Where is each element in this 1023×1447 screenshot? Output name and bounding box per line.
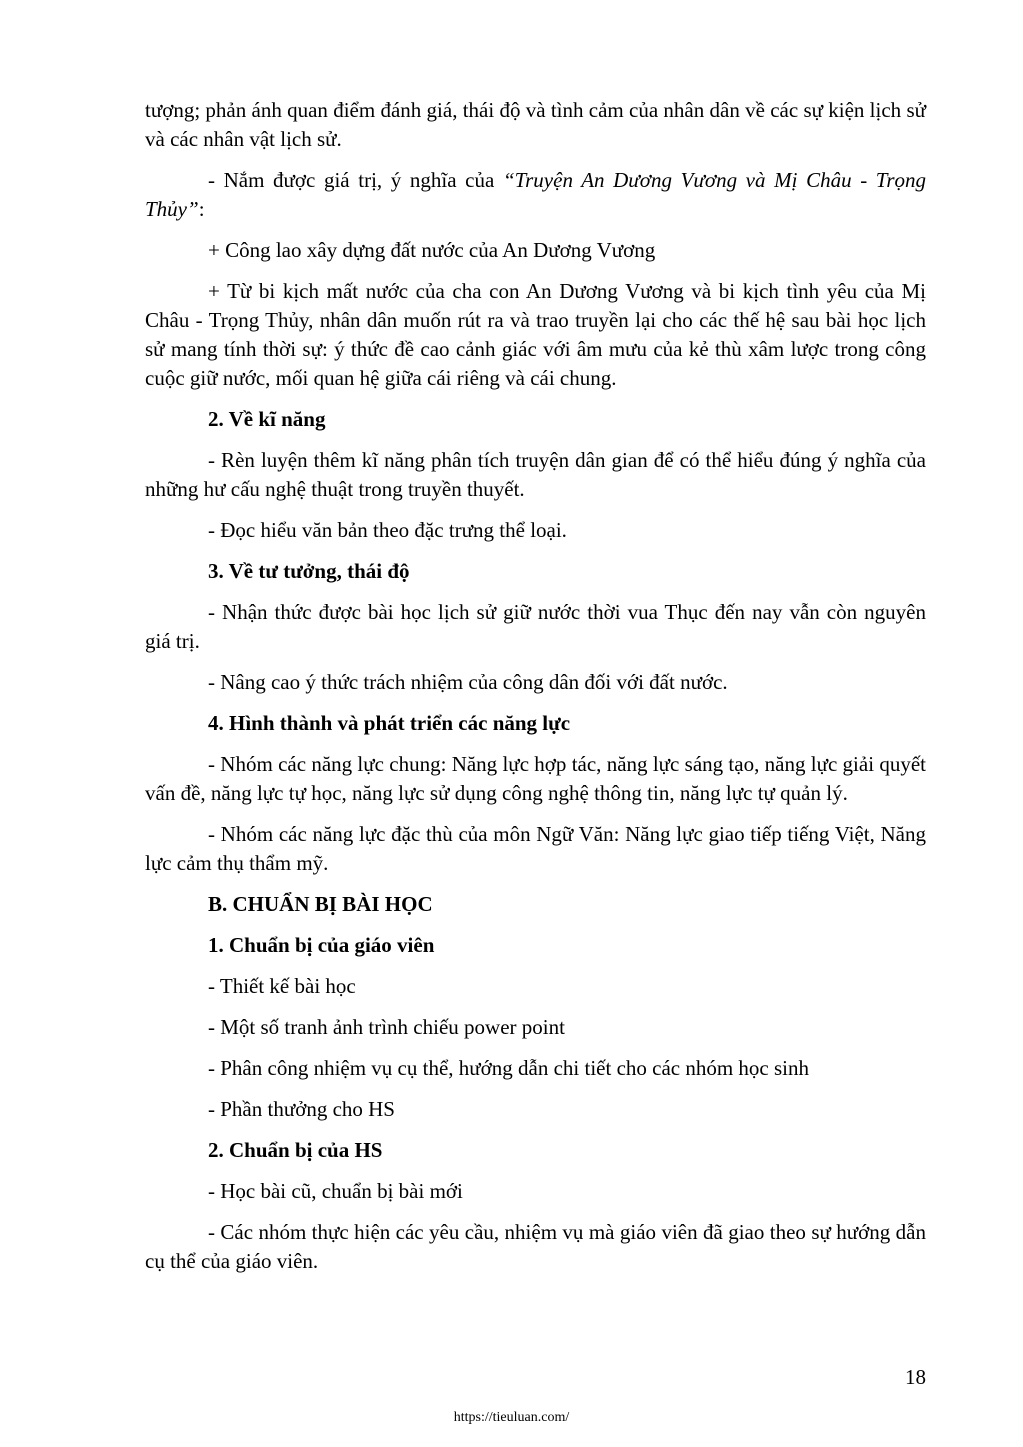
footer-url: https://tieuluan.com/	[453, 1410, 570, 1425]
teacher-item: - Phần thưởng cho HS	[208, 1097, 395, 1121]
heading-preparation: B. CHUẨN BỊ BÀI HỌC	[208, 892, 433, 916]
paragraph-awareness: - Nhận thức được bài học lịch sử giữ nước thời vua Thục đến nay vẫn còn nguyên giá trị.	[145, 600, 926, 653]
heading-student-preparation: 2. Chuẩn bị của HS	[208, 1138, 383, 1162]
bullet-merit: + Công lao xây dựng đất nước của An Dương Vương	[208, 238, 656, 262]
paragraph-group-tasks: - Các nhóm thực hiện các yêu cầu, nhiệm vụ mà giáo viên đã giao theo sự hướng dẫn cụ thể của giáo viên.	[145, 1220, 926, 1273]
page-number: 18	[905, 1365, 926, 1389]
paragraph-skill-reading: - Đọc hiểu văn bản theo đặc trưng thể loại.	[208, 518, 567, 542]
paragraph-general-competencies: - Nhóm các năng lực chung: Năng lực hợp tác, năng lực sáng tạo, năng lực giải quyết vấn đề, năng lực tự học, năng lực sử dụng công nghệ thông tin, năng lực tự quản lý.	[145, 752, 926, 805]
document-body	[145, 96, 926, 1288]
student-item: - Học bài cũ, chuẩn bị bài mới	[208, 1179, 463, 1203]
paragraph-responsibility: - Nâng cao ý thức trách nhiệm của công dân đối với đất nước.	[208, 670, 728, 694]
paragraph-prefix: - Nắm được giá trị, ý nghĩa của	[208, 168, 503, 192]
heading-teacher-preparation: 1. Chuẩn bị của giáo viên	[208, 933, 435, 957]
heading-skills: 2. Về kĩ năng	[208, 407, 326, 431]
story-title: “Truyện An Dương Vương và Mị Châu - Trọng Thủy”	[145, 168, 926, 221]
paragraph-suffix: :	[198, 197, 205, 221]
heading-competencies: 4. Hình thành và phát triển các năng lực	[208, 711, 571, 735]
teacher-item: - Phân công nhiệm vụ cụ thể, hướng dẫn chi tiết cho các nhóm học sinh	[208, 1056, 810, 1080]
heading-attitude: 3. Về tư tưởng, thái độ	[208, 559, 410, 583]
paragraph-value-meaning	[145, 166, 926, 224]
bullet-lesson: + Từ bi kịch mất nước của cha con An Dương Vương và bi kịch tình yêu của Mị Châu - Trọng Thủy, nhân dân muốn rút ra và trao truyền lại cho các thế hệ sau bài học lịch sử mang tính thời sự: ý thức đề cao cảnh giác với âm mưu của kẻ thù xâm lược trong công cuộc giữ nước, mối quan hệ giữa cái riêng và cái chung.	[145, 279, 926, 390]
paragraph-skill-analysis: - Rèn luyện thêm kĩ năng phân tích truyện dân gian để có thể hiểu đúng ý nghĩa của những hư cấu nghệ thuật trong truyền thuyết.	[145, 448, 926, 501]
paragraph-specific-competencies: - Nhóm các năng lực đặc thù của môn Ngữ Văn: Năng lực giao tiếp tiếng Việt, Năng lực cảm thụ thẩm mỹ.	[145, 822, 926, 875]
teacher-item: - Thiết kế bài học	[208, 974, 356, 998]
teacher-item: - Một số tranh ảnh trình chiếu power point	[208, 1015, 565, 1039]
paragraph-continuation: tượng; phản ánh quan điểm đánh giá, thái độ và tình cảm của nhân dân về các sự kiện lịch sử và các nhân vật lịch sử.	[145, 98, 926, 151]
